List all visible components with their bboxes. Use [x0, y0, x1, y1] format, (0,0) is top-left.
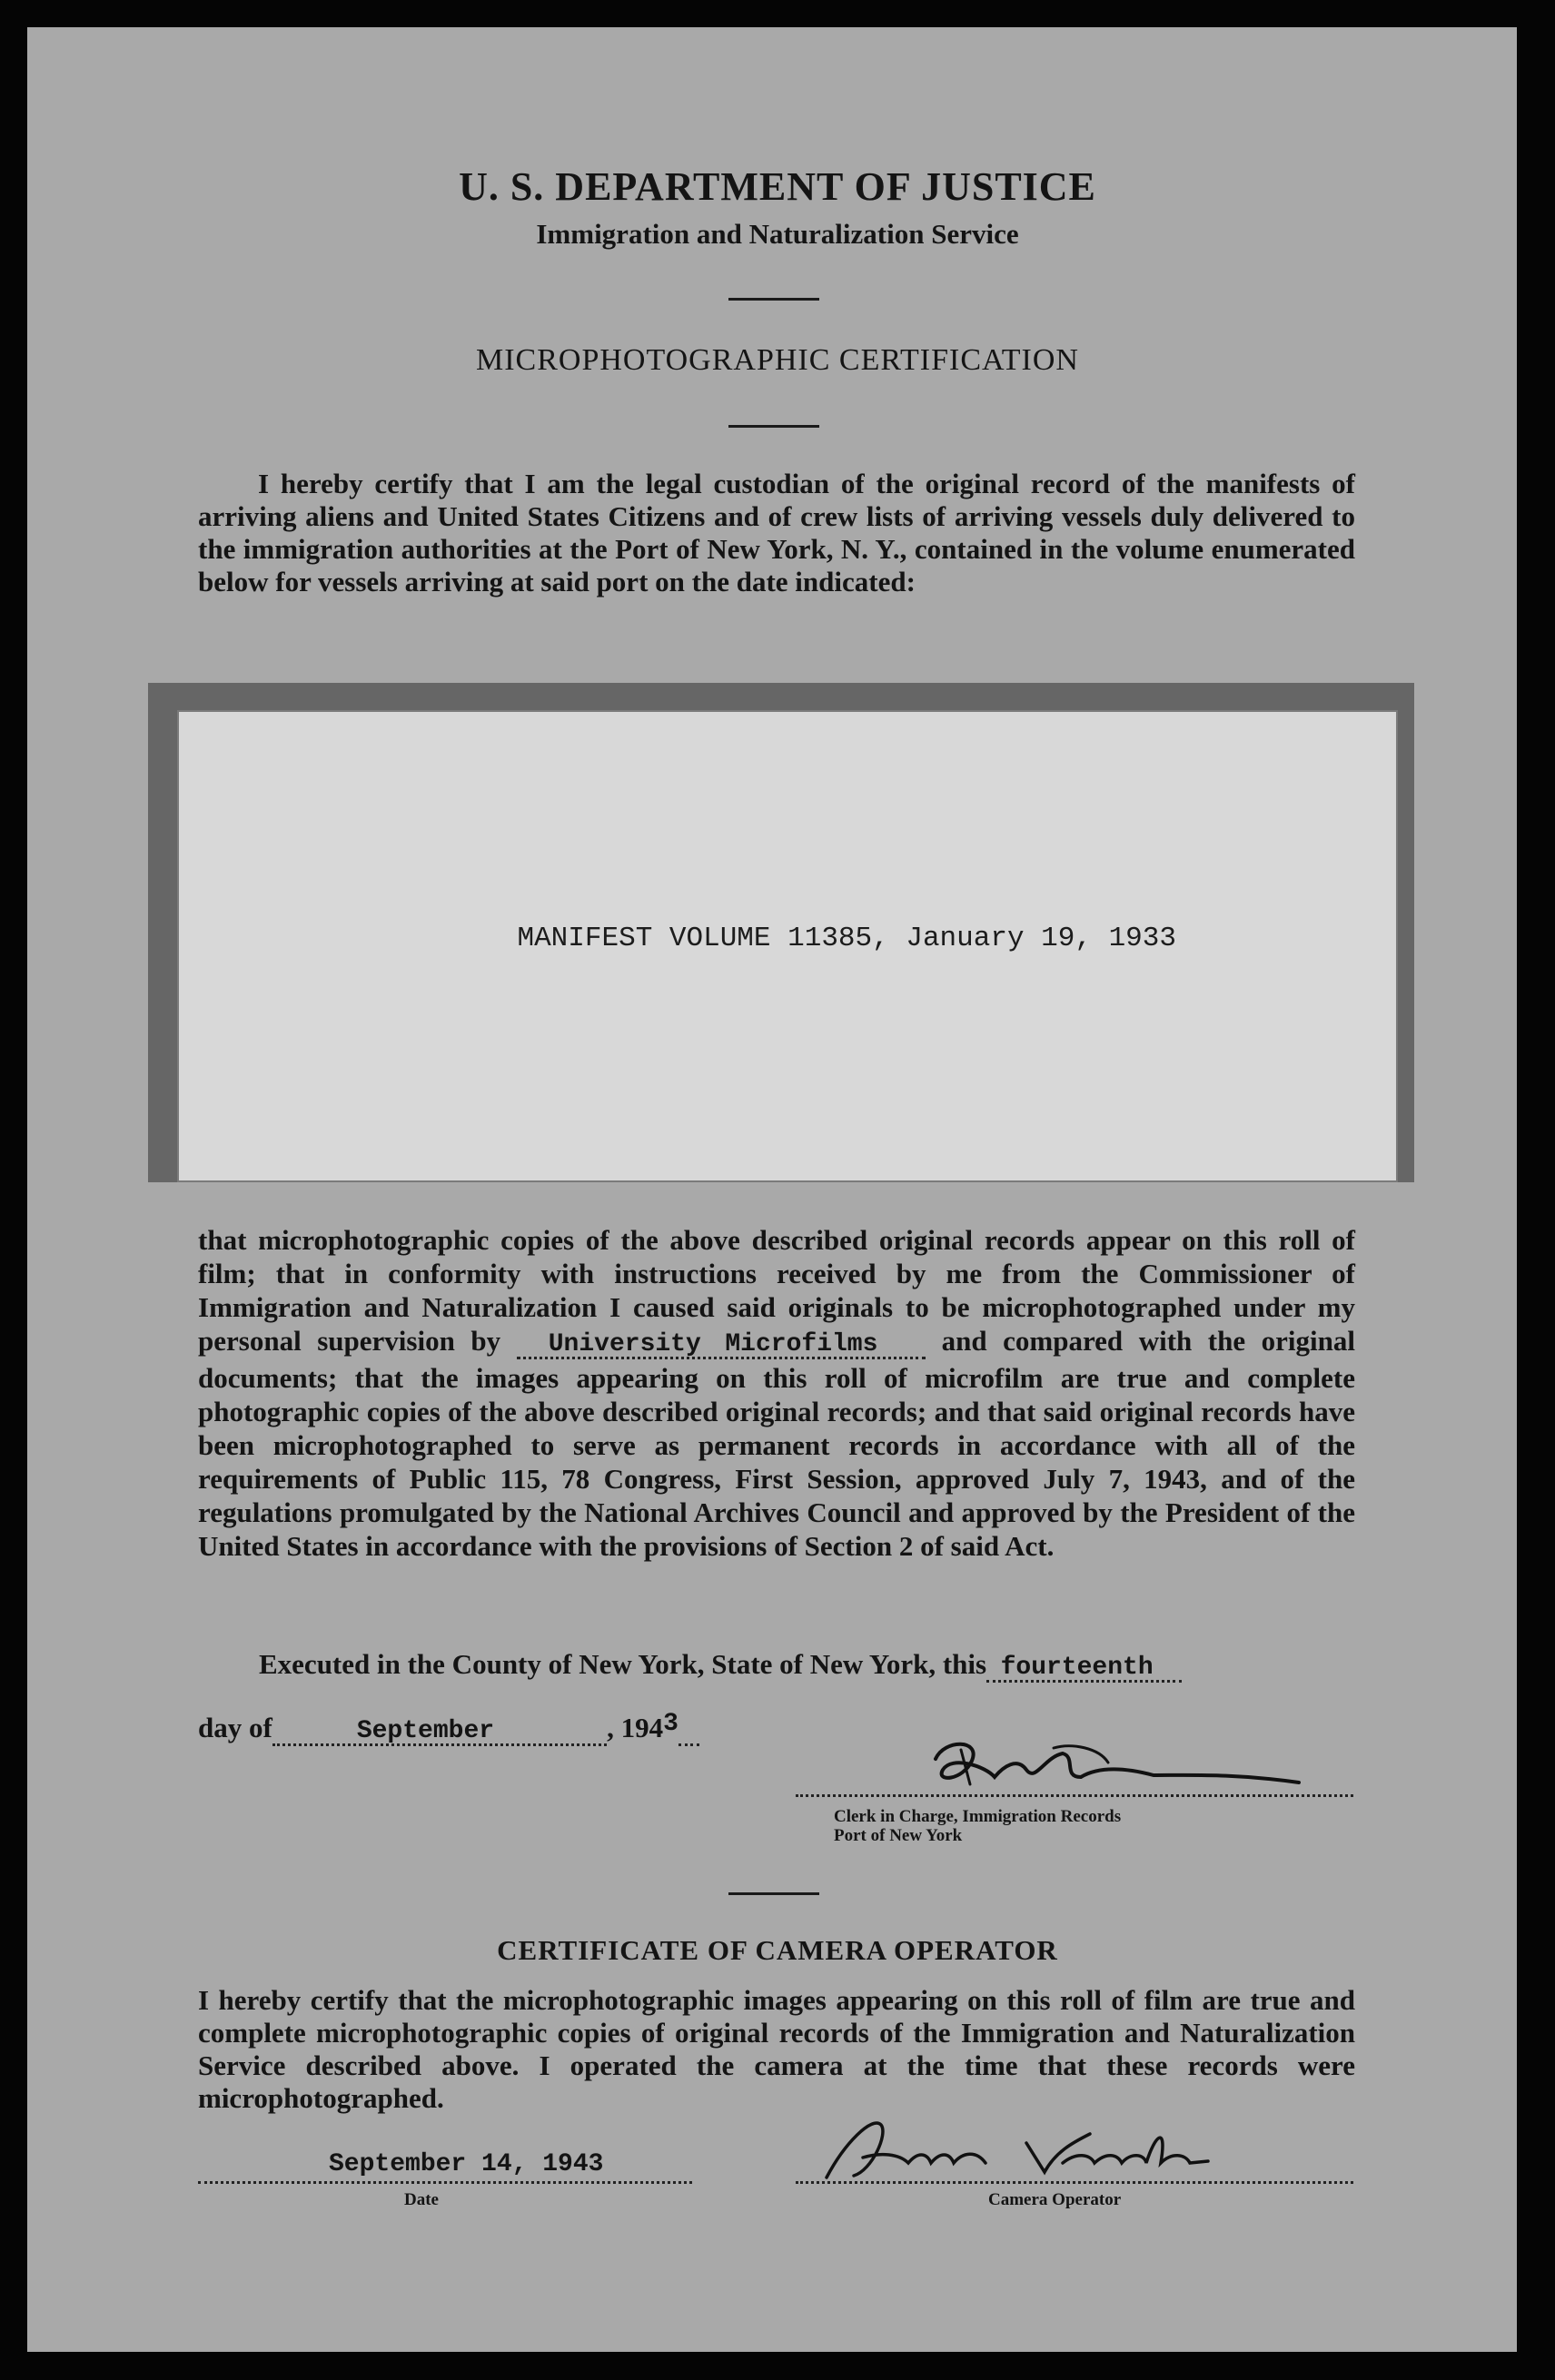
- department-heading: U. S. DEPARTMENT OF JUSTICE: [459, 164, 1096, 209]
- date-label: Date: [404, 2190, 439, 2209]
- clerk-signature: [917, 1730, 1317, 1802]
- year-field: [678, 1712, 699, 1746]
- operator-date-value: September 14, 1943: [329, 2150, 604, 2178]
- body-text-part1: that microphotographic copies of the above described original records appear on this roll of film; that in conformity with instructions received by me from the Commissioner of Immigration and Naturalization I caused said originals to be microphotographed under my personal supervision by: [198, 1224, 1355, 1357]
- camera-operator-paragraph: I hereby certify that the microphotographic images appearing on this roll of film are true and complete microphotographic copies of original records of the Immigration and Naturalization Service described above. I operated the camera at the time that these records were microphotographed.: [198, 1984, 1355, 2114]
- executed-prefix: Executed in the County of New York, State of New York, this: [259, 1648, 987, 1680]
- divider: [728, 298, 819, 301]
- divider: [728, 425, 819, 428]
- camera-operator-label: Camera Operator: [988, 2190, 1122, 2209]
- intro-paragraph: I hereby certify that I am the legal custodian of the original record of the manifests of arriving aliens and United States Citizens and of crew lists of arriving vessels duly delivered to the immigration authorities at the Port of New York, N. Y., contained in the volume enumerated below for vessels arriving at said port on the date indicated:: [198, 468, 1355, 597]
- filmed-by-value: University Microfilms: [548, 1330, 878, 1358]
- manifest-volume-text: MANIFEST VOLUME 11385, January 19, 1933: [517, 923, 1176, 954]
- year-prefix: , 194: [607, 1712, 664, 1743]
- divider: [728, 1892, 819, 1895]
- operator-signature: [817, 2107, 1217, 2188]
- clerk-title-line2: Port of New York: [834, 1826, 963, 1845]
- day-of-line: [198, 1712, 699, 1745]
- certification-title: MICROPHOTOGRAPHIC CERTIFICATION: [475, 343, 1079, 377]
- operator-signature-line: [796, 2181, 1353, 2184]
- certification-body: [198, 1223, 1355, 1563]
- executed-line: [259, 1648, 1182, 1682]
- body-text-part2: and compared with the original documents; that the images appearing on this roll of microfilm are true and complete photographic copies of the above described original records; and that said original records have been microphotographed to serve as permanent records in accordance with all of the requirements of Public 115, 78 Congress, First Session, approved July 7, 1943, and of the regulations promulgated by the National Archives Council and approved by the President of the United States in accordance with the provisions of Section 2 of said Act.: [198, 1325, 1356, 1562]
- clerk-signature-line: [796, 1794, 1353, 1797]
- service-subheading: Immigration and Naturalization Service: [536, 218, 1019, 250]
- day-field: [986, 1648, 1182, 1683]
- clerk-title: [834, 1807, 1121, 1845]
- year-digit: 3: [663, 1710, 678, 1738]
- camera-operator-heading: CERTIFICATE OF CAMERA OPERATOR: [497, 1934, 1058, 1966]
- day-of-label: day of: [198, 1712, 272, 1743]
- day-value: fourteenth: [1000, 1654, 1154, 1682]
- month-value: September: [356, 1717, 495, 1745]
- clerk-title-line1: Clerk in Charge, Immigration Records: [834, 1807, 1122, 1826]
- manifest-card: [177, 710, 1398, 1182]
- operator-date-line: [198, 2181, 692, 2184]
- filmed-by-field: [517, 1325, 926, 1359]
- month-field: [272, 1712, 607, 1746]
